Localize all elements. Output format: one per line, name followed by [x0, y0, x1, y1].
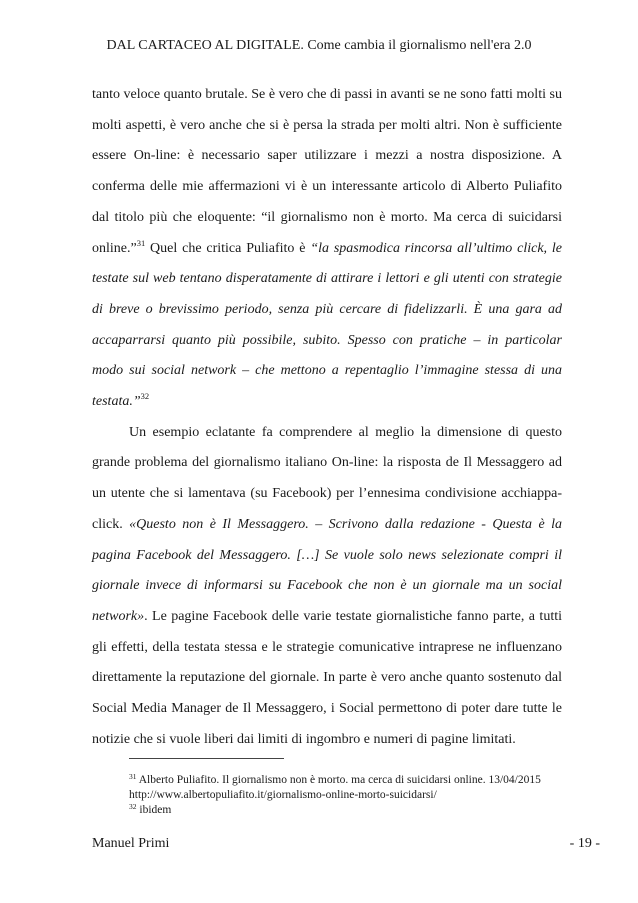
footnote-31-url[interactable]: http://www.albertopuliafito.it/giornalismo-online-morto-suicidarsi/ [129, 789, 437, 801]
footnote-number: 31 [129, 772, 137, 781]
paragraph-1-text: tanto veloce quanto brutale. Se è vero che di passi in avanti se ne sono fatti molti su molti aspetti, è vero anche che si è persa la strada per molti altri. Non è sufficiente essere On-line: è necessario saper utilizzare i mezzi a nostra disposizione. A conferma delle mie affermazioni vi è un interessante articolo di Alberto Puliafito dal titolo più che eloquente: “il giornalismo non è morto. Ma cerca di suicidarsi online.” [92, 87, 562, 256]
footnote-ref-32[interactable]: 32 [140, 391, 150, 402]
paragraph-2-text-2: . Le pagine Facebook delle varie testate giornalistiche fanno parte, a tutti gli effetti, della testata stessa e le strategie comunicative intraprese ne influenzano direttamente la reputazione del giornale. In parte è vero anche quanto sostenuto dal Social Media Manager de Il Messaggero, i Social permettono di poter dare tutte le notizie che si vuole liberi dai limiti di ingombro e numeri di pagine limitati. [92, 608, 562, 747]
paragraph-2-text: Un esempio eclatante fa comprendere al meglio la dimensione di questo grande problema del giornalismo italiano On-line: la risposta de Il Messaggero ad un utente che si lamentava (su Facebook) per l’ennesima condivisione acchiappa-click. [92, 424, 562, 532]
footnote-text: ibidem [139, 804, 172, 816]
footnote-31 [129, 773, 569, 788]
footer-author: Manuel Primi [92, 836, 170, 851]
footnote-32 [129, 803, 569, 818]
footnote-text: Alberto Puliafito. Il giornalismo non è morto. ma cerca di suicidarsi online. 13/04/2015 [138, 774, 541, 786]
footnote-separator [129, 758, 284, 759]
paragraph-2-quote: «Questo non è Il Messaggero. – Scrivono dalla redazione - Questa è la pagina Facebook del Messaggero. […] Se vuole solo news selezionate compri il giornale invece di informarsi su Facebook che non è un giornale ma un social network» [92, 516, 562, 624]
footnote-number: 32 [129, 802, 137, 811]
page-number: - 19 - [569, 836, 600, 851]
footnotes [129, 773, 569, 818]
paragraph-2 [92, 418, 562, 756]
footnote-ref-31[interactable]: 31 [136, 237, 146, 248]
paragraph-1 [92, 80, 562, 418]
body-text [92, 80, 562, 755]
paragraph-1-quote: “la spasmodica rincorsa all’ultimo click, le testate sul web tentano disperatamente di attirare i lettori e gli utenti con strategie di breve o brevissimo periodo, senza più cercare di fidelizzarli. È una gara ad accaparrarsi quanto più possibile, subito. Spesso con pratiche – in particolar modo sui social network – che mettono a repentaglio l’immagine stessa di una testata.” [92, 240, 562, 410]
paragraph-1-text-2: Quel che critica Puliafito è [145, 240, 311, 256]
running-header: DAL CARTACEO AL DIGITALE. Come cambia il giornalismo nell'era 2.0 [106, 38, 532, 53]
